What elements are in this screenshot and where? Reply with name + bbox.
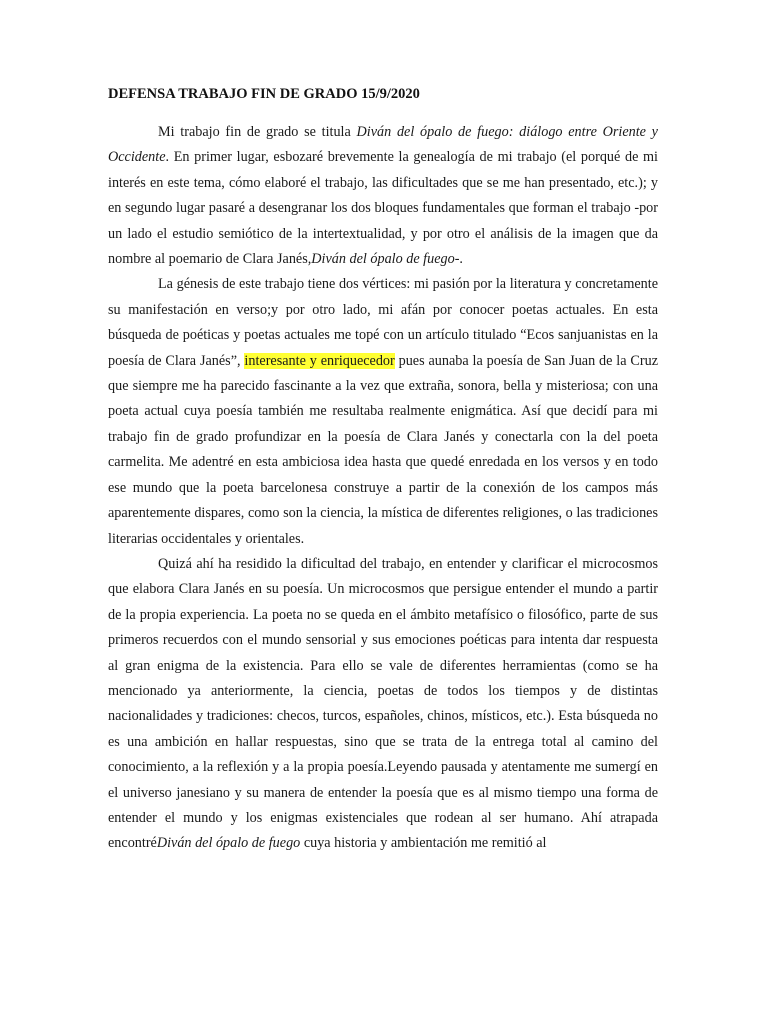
paragraph-1 bbox=[108, 120, 658, 272]
paragraph-3-poemario-title: Diván del ópalo de fuego bbox=[156, 835, 301, 852]
paragraph-1-text-e: -. bbox=[454, 251, 463, 268]
paragraph-1-poemario-title: Diván del ópalo de fuego bbox=[311, 251, 455, 268]
paragraph-2 bbox=[108, 272, 658, 551]
paragraph-1-work-title: Diván del ópalo de fuego: diálogo entre Oriente y Occidente bbox=[108, 124, 658, 166]
paragraph-2-text-a: La génesis de este trabajo tiene dos vértices: mi pasión por la literatura y concretamente su manifestación en verso;y por otro lado, mi afán por conocer poetas actuales. En esta búsqueda de poéticas y poetas actuales me topé con un artículo titulado “Ecos sanjuanistas en la poesía de Clara Janés”, bbox=[108, 276, 658, 369]
paragraph-3-text-c: cuya historia y ambientación me remitió al bbox=[300, 835, 547, 852]
paragraph-1-text-c: . En primer lugar, esbozaré brevemente la genealogía de mi trabajo (el porqué de mi interés en este tema, cómo elaboré el trabajo, las dificultades que se me han presentado, etc.); y en segundo lugar pasaré a desengranar los dos bloques fundamentales que forman el trabajo -por un lado el estudio semiótico de la intertextualidad, y por otro el análisis de la imagen que da nombre al poemario de Clara Janés, bbox=[108, 149, 658, 268]
paragraph-3 bbox=[108, 552, 658, 857]
paragraph-2-text-b: pues aunaba la poesía de San Juan de la Cruz que siempre me ha parecido fascinante a la vez que extraña, sonora, bella y misteriosa; con una poeta actual cuya poesía también me resultaba realmente enigmática. Así que decidí para mi trabajo fin de grado profundizar en la poesía de Clara Janés y conectarla con la del poeta carmelita. Me adentré en esta ambiciosa idea hasta que quedé enredada en los versos y en todo ese mundo que la poeta barcelonesa construye a partir de la conexión de los campos más aparentemente dispares, como son la ciencia, la mística de diferentes religiones, o las tradiciones literarias occidentales y orientales. bbox=[108, 352, 658, 547]
highlighted-text: interesante y enriquecedor bbox=[244, 352, 395, 369]
document-title: DEFENSA TRABAJO FIN DE GRADO 15/9/2020 bbox=[108, 86, 420, 102]
paragraph-1-text-a: Mi trabajo fin de grado se titula bbox=[158, 124, 357, 140]
document-body bbox=[108, 120, 658, 857]
paragraph-3-text-a: Quizá ahí ha residido la dificultad del trabajo, en entender y clarificar el microcosmos que elabora Clara Janés en su poesía. Un microcosmos que persigue entender el mundo a partir de la propia experiencia. La poeta no se queda en el ámbito metafísico o filosófico, parte de sus primeros recuerdos con el mundo sensorial y sus emociones poéticas para intenta dar respuesta al gran enigma de la existencia. Para ello se vale de diferentes herramientas (como se ha mencionado ya anteriormente, la ciencia, poetas de todos los tiempos y de distintas nacionalidades y tradiciones: checos, turcos, españoles, chinos, místicos, etc.). Esta búsqueda no es una ambición en hallar respuestas, sino que se trata de la entrega total al camino del conocimiento, a la reflexión y a la propia poesía.Leyendo pausada y atentamente me sumergí en el universo janesiano y su manera de entender la poesía que es al mismo tiempo una forma de entender el mundo y los enigmas existenciales que rodean al ser humano. Ahí atrapada encontré bbox=[108, 555, 658, 852]
